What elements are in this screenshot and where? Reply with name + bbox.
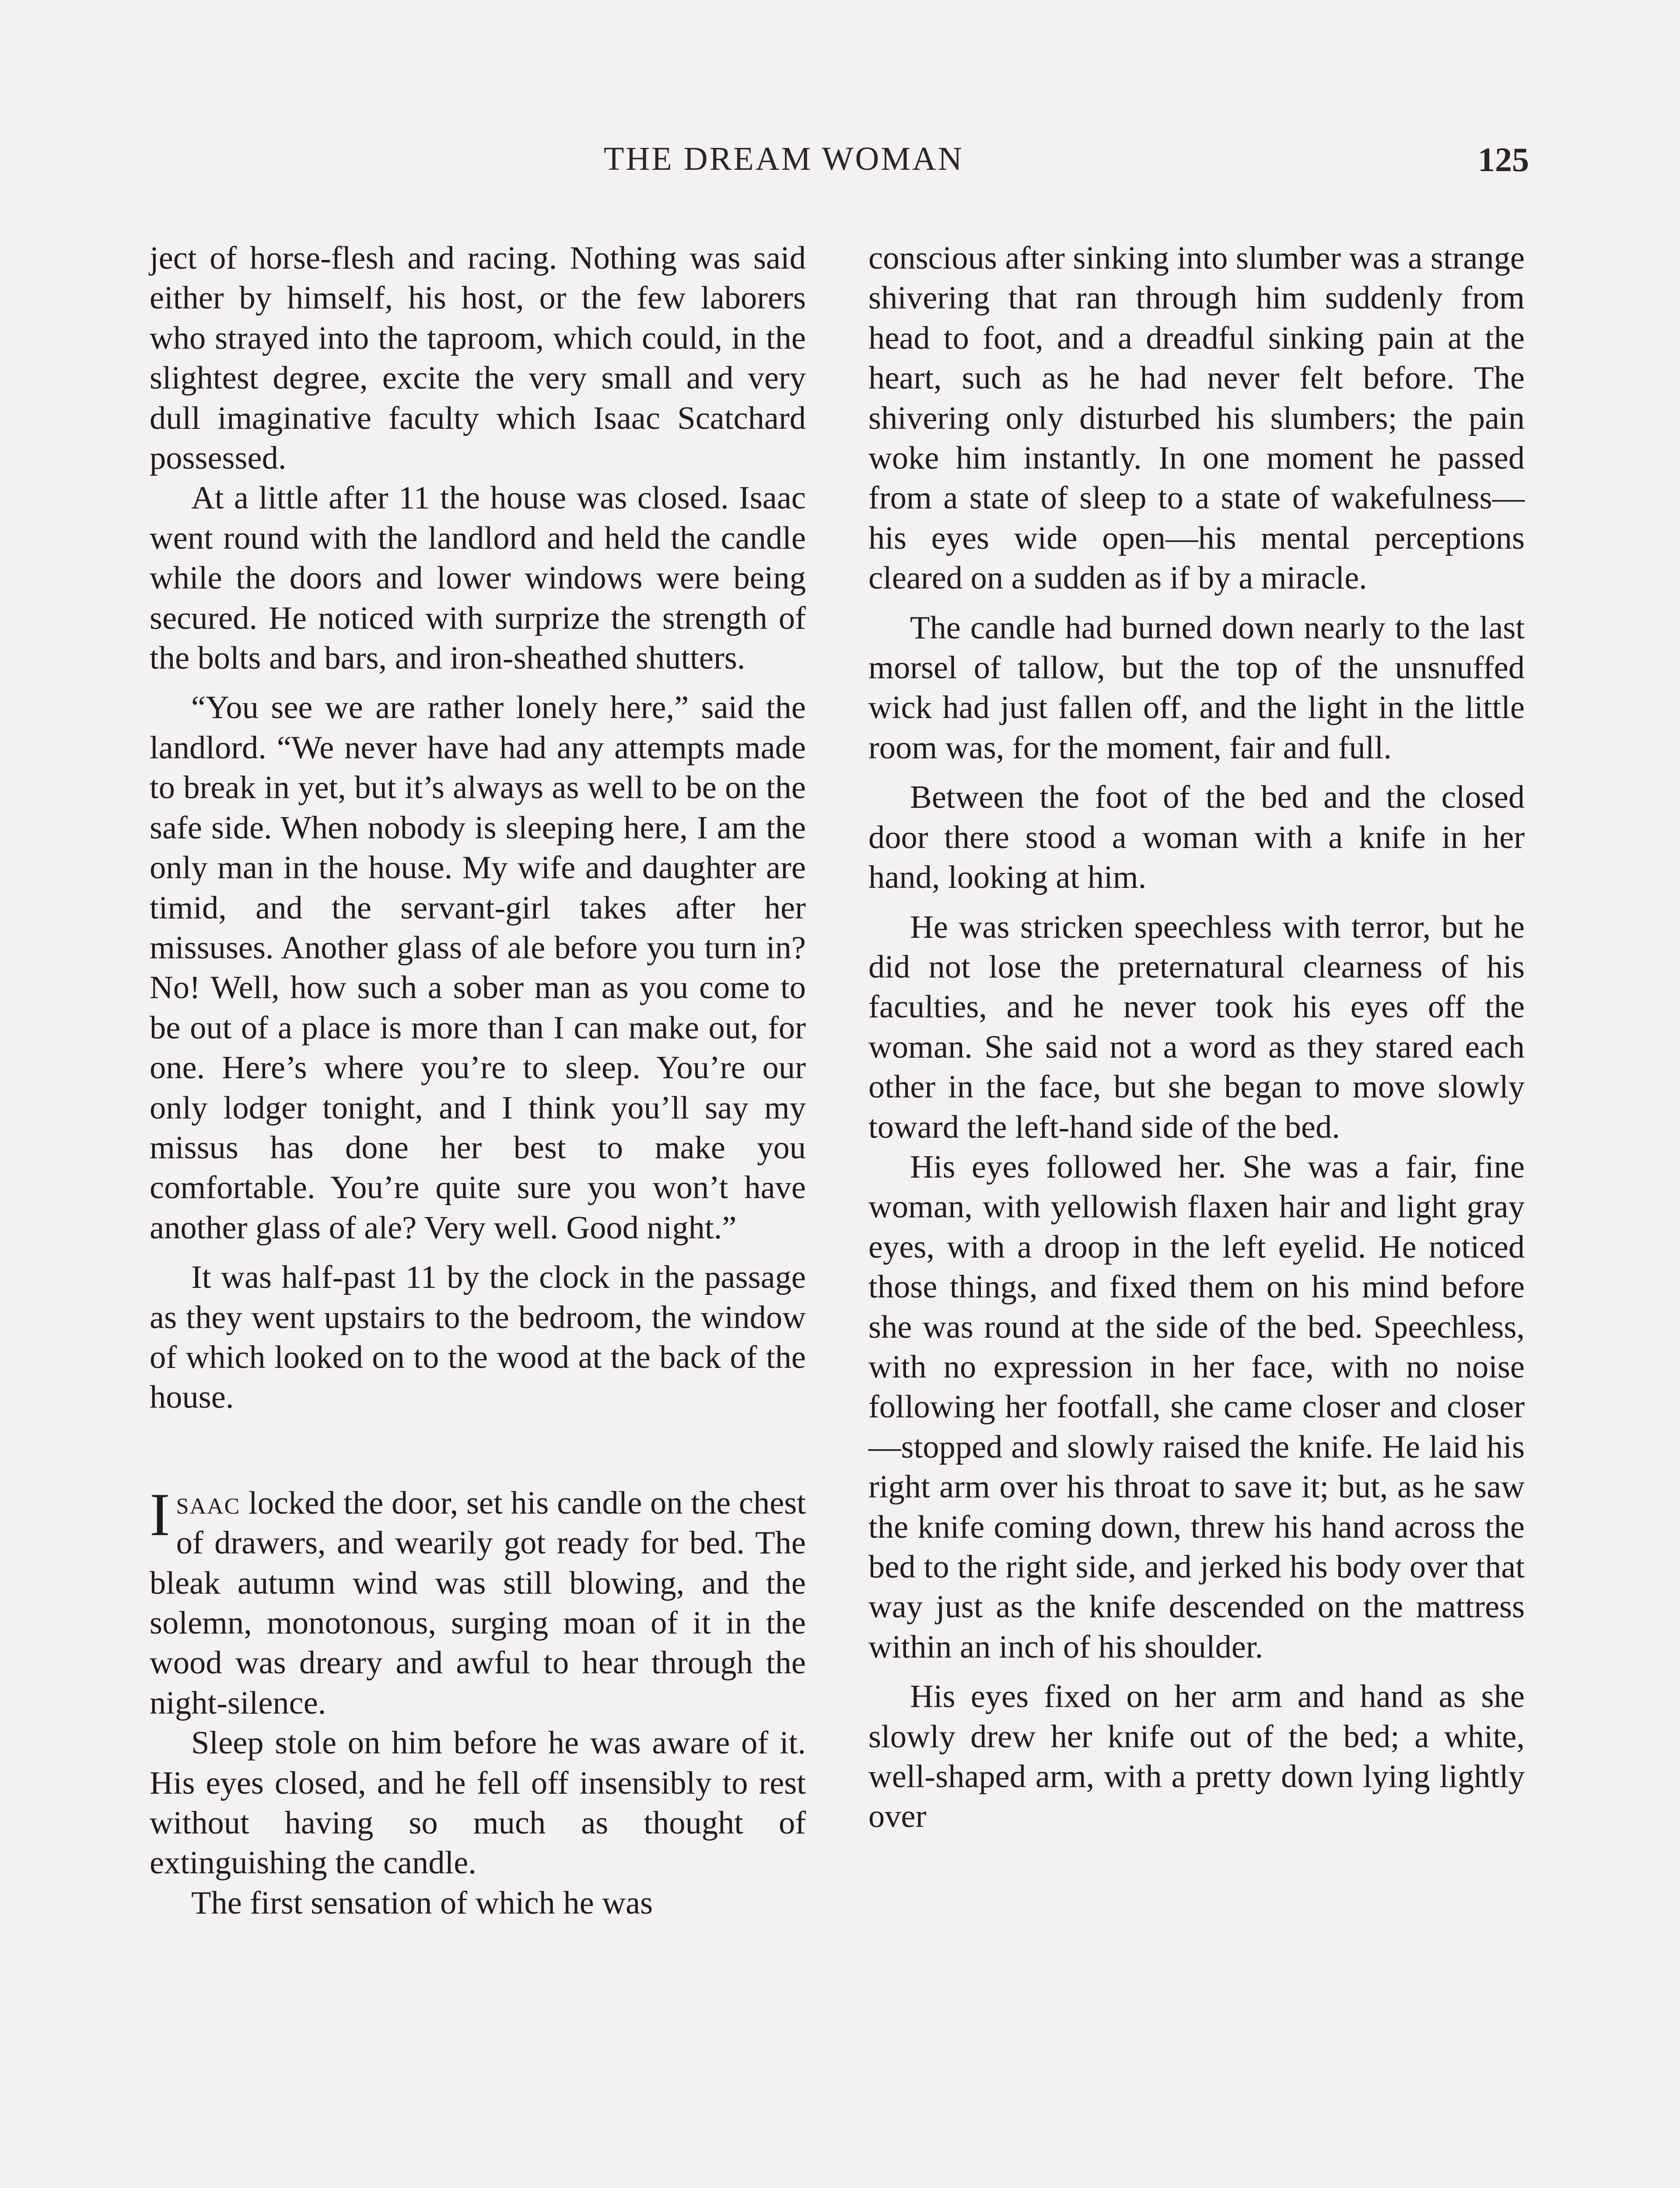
right-column [868,238,1525,1837]
paragraph: The first sensation of which he was [191,1885,653,1921]
paragraph: Between the foot of the bed and the closed door there stood a woman with a knife in her hand, looking at him. [868,779,1525,896]
section-opening-paragraph [150,1480,806,1723]
left-column [150,238,806,1923]
paragraph: The candle had burned down nearly to the last morsel of tallow, but the top of the unsnuffed wick had just fallen off, and the light in the little room was, for the moment, fair and full. [868,610,1525,766]
paragraph: Sleep stole on him before he was aware of it. His eyes closed, and he fell off insensibly to rest without having so much as thought of extinguishing the candle. [150,1725,806,1881]
paragraph: His eyes followed her. She was a fair, fine woman, with yellowish flaxen hair and light gray eyes, with a droop in the left eyelid. He noticed those things, and fixed them on his mind before she was round at the side of the bed. Speechless, with no expression in her face, with no noise following her footfall, she came closer and closer—stopped and slowly raised the knife. He laid his right arm over his throat to save it; but, as he saw the knife coming down, threw his hand across the bed to the right side, and jerked his body over that way just as the knife descended on the mattress within an inch of his shoulder. [868,1149,1525,1665]
paragraph: “You see we are rather lonely here,” said the landlord. “We never have had any attempts made to break in yet, but it’s always as well to be on the safe side. When nobody is sleeping here, I am the only man in the house. My wife and daughter are timid, and the servant-girl takes after her missuses. Another glass of ale before you turn in? No! Well, how such a sober man as you come to be out of a place is more than I can make out, for one. Here’s where you’re to sleep. You’re our only lodger tonight, and I think you’ll say my missus has done her best to make you comfortable. You’re quite sure you won’t have another glass of ale? Very well. Good night.” [150,690,806,1246]
paragraph-text: locked the door, set his candle on the chest of drawers, and wearily got ready for bed. The bleak autumn wind was still blowing, and the solemn, monotonous, surging moan of it in the wood was dreary and awful to hear through the night-silence. [150,1485,806,1721]
paragraph: It was half-past 11 by the clock in the passage as they went upstairs to the bedroom, the window of which looked on to the wood at the back of the house. [150,1259,806,1416]
paragraph: ject of horse-flesh and racing. Nothing was said either by himself, his host, or the few laborers who strayed into the taproom, which could, in the slightest degree, excite the very small and very dull imaginative faculty which Isaac Scatchard possessed. [150,240,806,477]
drop-cap: I [150,1480,170,1549]
paragraph: At a little after 11 the house was closed. Isaac went round with the landlord and held the candle while the doors and lower windows were being secured. He noticed with surprize the strength of the bolts and bars, and iron-sheathed shutters. [150,480,806,677]
running-title: THE DREAM WOMAN [604,140,964,177]
page-number: 125 [1478,140,1529,179]
small-caps-word: saac [176,1485,241,1521]
paragraph: conscious after sinking into slumber was a strange shivering that ran through him suddenly from head to foot, and a dreadful sinking pain at the heart, such as he had never felt before. The shivering only disturbed his slumbers; the pain woke him instantly. In one moment he passed from a state of sleep to a state of wakefulness—his eyes wide open—his mental perceptions cleared on a sudden as if by a miracle. [868,240,1525,596]
paragraph: He was stricken speechless with terror, but he did not lose the preternatural clearness of his faculties, and he never took his eyes off the woman. She said not a word as they stared each other in the face, but she began to move slowly toward the left-hand side of the bed. [868,909,1525,1145]
paragraph: His eyes fixed on her arm and hand as she slowly drew her knife out of the bed; a white, well-shaped arm, with a pretty down lying lightly over [868,1679,1525,1835]
